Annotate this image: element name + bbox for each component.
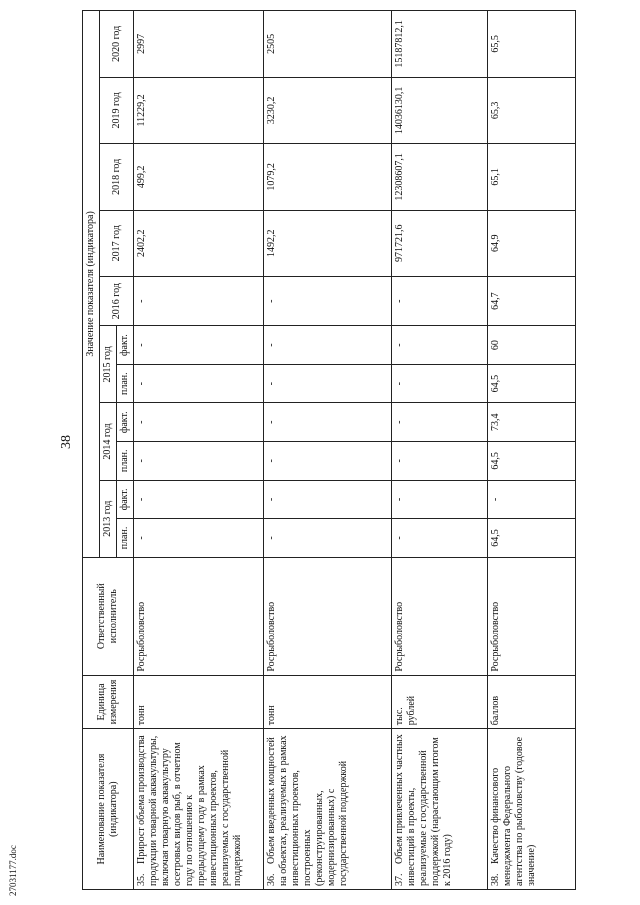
value-2013-fact: - bbox=[488, 480, 576, 519]
value-2014-plan: - bbox=[264, 442, 392, 481]
row-number: 35. bbox=[136, 873, 147, 886]
responsible-cell: Росрыболовство bbox=[392, 557, 488, 675]
value-2013-plan: 64,5 bbox=[488, 519, 576, 558]
value-2014-fact: 73,4 bbox=[488, 403, 576, 442]
value-2014-plan: 64,5 bbox=[488, 442, 576, 481]
indicators-table bbox=[82, 10, 576, 890]
header-2013-fact: факт. bbox=[117, 480, 134, 519]
header-2015: 2015 год bbox=[100, 326, 117, 403]
header-2014-plan: план. bbox=[117, 442, 134, 481]
value-2015-fact: - bbox=[392, 326, 488, 365]
table-row bbox=[392, 11, 488, 890]
value-2016: 64,7 bbox=[488, 277, 576, 326]
row-number: 36. bbox=[266, 873, 277, 886]
unit-cell: тыс. рублей bbox=[392, 675, 488, 729]
value-2016: - bbox=[392, 277, 488, 326]
header-2019: 2019 год bbox=[100, 77, 134, 143]
value-2015-fact: - bbox=[264, 326, 392, 365]
header-2013-plan: план. bbox=[117, 519, 134, 558]
value-2019: 14036130,1 bbox=[392, 77, 488, 143]
value-2015-fact: - bbox=[134, 326, 264, 365]
value-2020: 2997 bbox=[134, 11, 264, 78]
value-2018: 12308607,1 bbox=[392, 144, 488, 210]
responsible-cell: Росрыболовство bbox=[488, 557, 576, 675]
value-2013-fact: - bbox=[392, 480, 488, 519]
value-2015-plan: - bbox=[392, 364, 488, 403]
table-row bbox=[134, 11, 264, 890]
header-2014-fact: факт. bbox=[117, 403, 134, 442]
header-2016: 2016 год bbox=[100, 277, 134, 326]
value-2015-fact: 60 bbox=[488, 326, 576, 365]
value-2017: 1492,2 bbox=[264, 210, 392, 276]
indicator-name-cell bbox=[134, 729, 264, 890]
header-2015-fact: факт. bbox=[117, 326, 134, 365]
indicator-name-cell bbox=[264, 729, 392, 890]
table-row bbox=[488, 11, 576, 890]
value-2013-fact: - bbox=[264, 480, 392, 519]
unit-cell: тонн bbox=[134, 675, 264, 729]
value-2020: 2505 bbox=[264, 11, 392, 78]
value-2013-plan: - bbox=[134, 519, 264, 558]
unit-cell: баллов bbox=[488, 675, 576, 729]
indicator-name-cell bbox=[392, 729, 488, 890]
indicator-name: Прирост объема производства продукции товарной аквакультуры, включая товарную аквакультуру осетровых видов рыб, в отчетном году по отношению к предыдущему году в рамках инвестиционных проектов, реализуемых с государственной поддержкой bbox=[136, 735, 243, 886]
value-2014-plan: - bbox=[134, 442, 264, 481]
value-2018: 1079,2 bbox=[264, 144, 392, 210]
indicator-name: Объем введенных мощностей на объектах, реализуемых в рамках инвестиционных проектов, построенных (реконструированных, модернизированных) с государственной поддержкой bbox=[266, 735, 349, 886]
header-unit: Единица измерения bbox=[83, 675, 134, 729]
header-2014: 2014 год bbox=[100, 403, 117, 480]
value-2020: 65,5 bbox=[488, 11, 576, 78]
responsible-cell: Росрыболовство bbox=[264, 557, 392, 675]
value-2013-plan: - bbox=[392, 519, 488, 558]
header-responsible: Ответственный исполнитель bbox=[83, 557, 134, 675]
rotated-table-container bbox=[82, 10, 592, 890]
value-2020: 15187812,1 bbox=[392, 11, 488, 78]
value-2018: 65,1 bbox=[488, 144, 576, 210]
row-number: 37. bbox=[394, 873, 405, 886]
value-2014-fact: - bbox=[264, 403, 392, 442]
indicator-name-cell bbox=[488, 729, 576, 890]
value-2015-plan: 64,5 bbox=[488, 364, 576, 403]
table-row bbox=[264, 11, 392, 890]
header-2020: 2020 год bbox=[100, 11, 134, 78]
value-2017: 2402,2 bbox=[134, 210, 264, 276]
header-2018: 2018 год bbox=[100, 144, 134, 210]
value-2014-fact: - bbox=[134, 403, 264, 442]
value-2013-plan: - bbox=[264, 519, 392, 558]
header-name: Наименование показателя (индикатора) bbox=[83, 729, 134, 890]
unit-cell: тонн bbox=[264, 675, 392, 729]
value-2017: 971721,6 bbox=[392, 210, 488, 276]
value-2014-fact: - bbox=[392, 403, 488, 442]
file-name: 27031177.doc bbox=[8, 845, 18, 896]
value-2018: 499,2 bbox=[134, 144, 264, 210]
page-number: 38 bbox=[59, 435, 74, 449]
header-values-group: Значение показателя (индикатора) bbox=[83, 11, 100, 558]
indicator-name: Качество финансового менеджмента Федерального агентства по рыболовству (годовое значение) bbox=[490, 736, 537, 886]
value-2017: 64,9 bbox=[488, 210, 576, 276]
header-2015-plan: план. bbox=[117, 364, 134, 403]
responsible-cell: Росрыболовство bbox=[134, 557, 264, 675]
indicator-name: Объем привлеченных частных инвестиций в проекты, реализуемые с государственной поддержкой (нарастающим итогом к 2016 году) bbox=[394, 734, 453, 886]
value-2019: 11229,2 bbox=[134, 77, 264, 143]
value-2019: 65,3 bbox=[488, 77, 576, 143]
value-2015-plan: - bbox=[134, 364, 264, 403]
header-2013: 2013 год bbox=[100, 480, 117, 557]
value-2013-fact: - bbox=[134, 480, 264, 519]
row-number: 38. bbox=[490, 873, 501, 886]
value-2015-plan: - bbox=[264, 364, 392, 403]
value-2016: - bbox=[264, 277, 392, 326]
header-2017: 2017 год bbox=[100, 210, 134, 276]
value-2019: 3230,2 bbox=[264, 77, 392, 143]
value-2014-plan: - bbox=[392, 442, 488, 481]
value-2016: - bbox=[134, 277, 264, 326]
